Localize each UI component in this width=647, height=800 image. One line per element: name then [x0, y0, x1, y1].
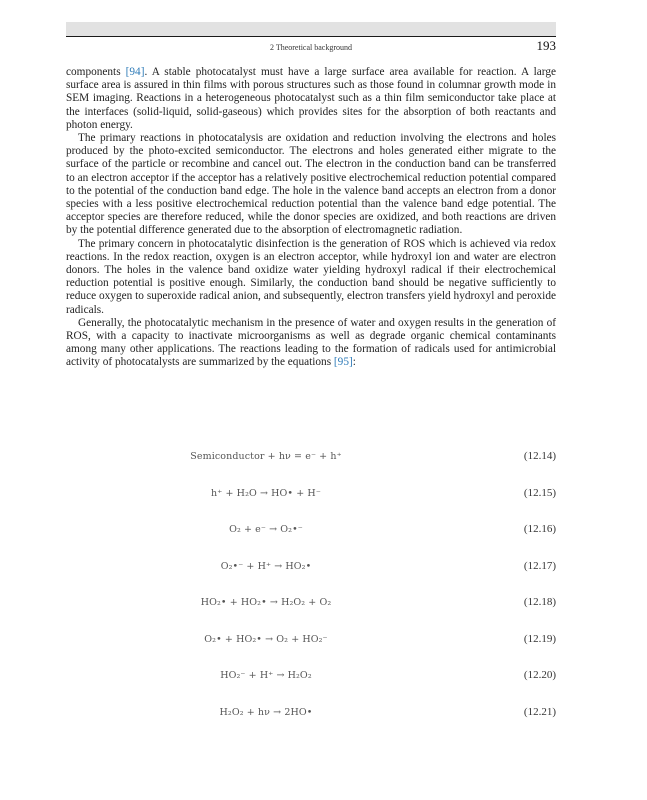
paragraph-text: The primary reactions in photocatalysis are oxidation and reduction involving the electrons and holes produced by the photo-excited semiconductor. The electrons and holes generated either migrate to the surface of the particle or recombine and cancel out. The electron in the conduction band can be transferred to an electron acceptor if the acceptor has a relatively positive electrochemical reduction potential compared to the potential of the conduction band edge. The hole in the valence band accepts an electron from a donor species with a less positive electrochemical reduction potential than the valence band edge potential. The acceptor species are therefore reduced, while the donor species are oxidized, and both reactions are driven by the potential difference generated due to the absorption of electromagnetic radiation. — [66, 132, 556, 237]
header-bar — [66, 22, 556, 36]
equation-number: (12.21) — [523, 705, 556, 718]
equation-row — [66, 632, 556, 669]
equation-expression: Semiconductor + hν = e⁻ + h⁺ — [190, 451, 342, 462]
equation-row — [66, 559, 556, 596]
paragraph-text: The primary concern in photocatalytic disinfection is the generation of ROS which is achieved via redox reactions. In the redox reaction, oxygen is an electron acceptor, while hydroxyl ion and water are electron donors. The holes in the valence band oxidize water yielding hydroxyl radical if their electrochemical reduction potential is positive enough. Similarly, the conduction band should be negative sufficiently to reduce oxygen to superoxide radical anion, and subsequently, electron transfers yield hydroxyl and peroxide radicals. — [66, 237, 556, 316]
citation-link[interactable]: [95] — [333, 356, 353, 369]
equation-row — [66, 449, 556, 486]
body-text — [66, 66, 556, 370]
equation-expression: H₂O₂ + hν → 2HO• — [219, 706, 313, 718]
citation-link[interactable]: [94] — [125, 66, 145, 78]
paragraph-text: Generally, the photocatalytic mechanism in the presence of water and oxygen results in the generation of ROS, with a capacity to inactivate microorganisms as well as degrade organic chemical contaminants among many other applications. The reactions leading to the formation of radicals used for antimicrobial activity of photocatalysts are summarized by the equations — [66, 316, 556, 369]
equation-expression: O₂•⁻ + H⁺ → HO₂• — [220, 560, 312, 572]
equation-expression: HO₂• + HO₂• → H₂O₂ + O₂ — [200, 597, 332, 608]
equation-row — [66, 705, 556, 742]
page-number: 193 — [536, 38, 556, 53]
paragraph — [66, 317, 556, 370]
equation-number: (12.20) — [523, 669, 556, 681]
paragraph — [66, 238, 556, 317]
equation-number: (12.15) — [523, 486, 556, 499]
equation-row — [66, 668, 556, 705]
equation-row — [66, 522, 556, 559]
equation-expression: O₂ + e⁻ → O₂•⁻ — [229, 524, 303, 535]
equation-number: (12.18) — [523, 596, 556, 608]
paragraph-text: . A stable photocatalyst must have a large surface area available for reaction. A large surface area is assured in thin films with porous structures such as those found in columnar growth mode in SEM imaging. Reactions in a heterogeneous photocatalyst such as a thin film semiconductor take place at the interfaces (solid-liquid, solid-gaseous) which provides sites for the absorption of both reactants and photon energy. — [66, 66, 556, 131]
paragraph — [66, 66, 556, 132]
paragraph-text: components — [66, 66, 126, 78]
paragraph-text: : — [352, 356, 356, 369]
paragraph — [66, 132, 556, 238]
equation-list — [66, 449, 556, 741]
equation-expression: HO₂⁻ + H⁺ → H₂O₂ — [220, 670, 312, 681]
header-rule — [66, 36, 556, 37]
equation-number: (12.16) — [523, 523, 556, 535]
equation-row — [66, 595, 556, 632]
running-title: 2 Theoretical background — [269, 43, 353, 52]
equation-expression: h⁺ + H₂O → HO• + H⁻ — [211, 487, 321, 499]
equation-number: (12.14) — [523, 450, 556, 462]
equation-number: (12.19) — [523, 632, 556, 645]
equation-row — [66, 486, 556, 523]
equation-number: (12.17) — [523, 559, 556, 572]
running-head — [66, 40, 556, 56]
equation-expression: O₂• + HO₂• → O₂ + HO₂⁻ — [204, 633, 328, 645]
